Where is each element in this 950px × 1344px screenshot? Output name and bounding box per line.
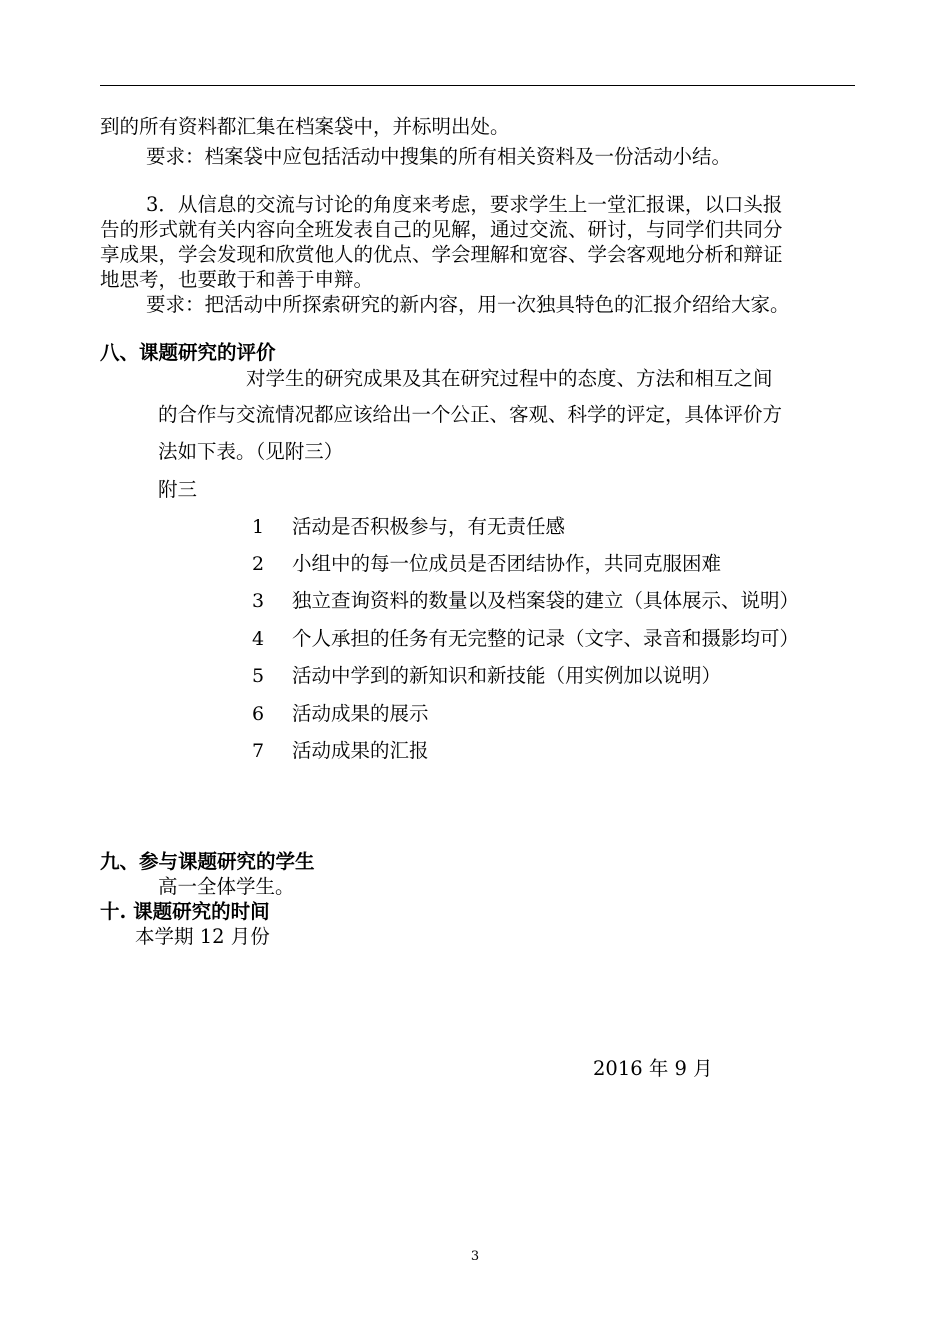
list-item-number: 6 [252, 703, 265, 725]
list-item-number: 2 [252, 553, 265, 575]
list-item-number: 3 [252, 590, 265, 612]
section9-body: 高一全体学生。 [158, 875, 295, 898]
section-heading-10: 十. 课题研究的时间 [100, 900, 270, 923]
list-item-number: 1 [252, 516, 265, 538]
paragraph-line: 告的形式就有关内容向全班发表自己的见解，通过交流、研讨，与同学们共同分 [100, 218, 783, 241]
section8-line: 对学生的研究成果及其在研究过程中的态度、方法和相互之间 [246, 367, 773, 390]
list-item: 小组中的每一位成员是否团结协作，共同克服困难 [292, 552, 722, 575]
section-heading-9: 九、参与课题研究的学生 [100, 850, 315, 873]
list-item: 活动成果的汇报 [292, 739, 429, 762]
paragraph-line: 到的所有资料都汇集在档案袋中，并标明出处。 [100, 115, 510, 138]
section8-line: 的合作与交流情况都应该给出一个公正、客观、科学的评定，具体评价方 [158, 403, 783, 426]
list-item: 活动成果的展示 [292, 702, 429, 725]
paragraph-line: 享成果，学会发现和欣赏他人的优点、学会理解和宽容、学会客观地分析和辩证 [100, 243, 783, 266]
list-item-number: 4 [252, 628, 265, 650]
section-heading-8: 八、课题研究的评价 [100, 341, 276, 364]
list-item: 活动是否积极参与，有无责任感 [292, 515, 566, 538]
requirement-line: 要求：把活动中所探索研究的新内容，用一次独具特色的汇报介绍给大家。 [146, 293, 790, 316]
list-item-number: 7 [252, 740, 265, 762]
paragraph-line: 地思考，也要敢于和善于申辩。 [100, 268, 374, 291]
list-item: 独立查询资料的数量以及档案袋的建立（具体展示、说明） [292, 589, 800, 612]
list-item: 活动中学到的新知识和新技能（用实例加以说明） [292, 664, 722, 687]
section10-body: 本学期 12 月份 [135, 925, 270, 948]
list-item: 个人承担的任务有无完整的记录（文字、录音和摄影均可） [292, 627, 800, 650]
requirement-line: 要求：档案袋中应包括活动中搜集的所有相关资料及一份活动小结。 [146, 145, 732, 168]
appendix-label: 附三 [158, 478, 198, 501]
section8-line: 法如下表。（见附三） [158, 440, 344, 463]
paragraph-line: 3．从信息的交流与讨论的角度来考虑，要求学生上一堂汇报课，以口头报 [146, 193, 783, 216]
document-date: 2016 年 9 月 [593, 1057, 713, 1080]
page-number: 3 [470, 1249, 480, 1264]
header-rule [100, 85, 855, 86]
list-item-number: 5 [252, 665, 265, 687]
